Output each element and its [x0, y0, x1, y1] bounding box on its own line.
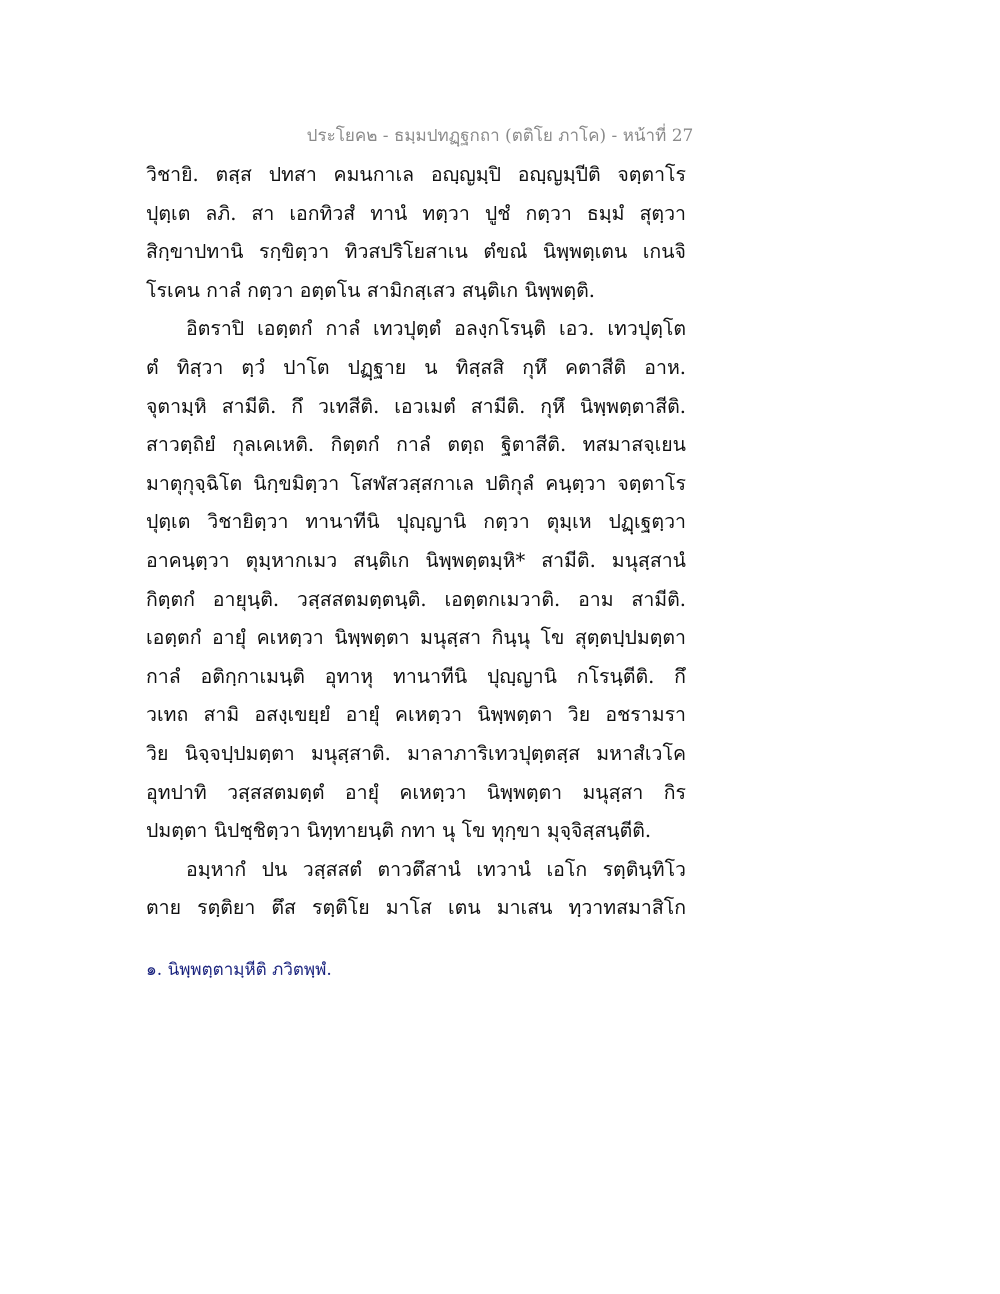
text-line: โรเคน กาลํ กตฺวา อตฺตโน สามิกสฺเสว สนฺติเก นิพฺพตฺติ. [146, 278, 595, 302]
text-line: อมฺหากํ ปน วสฺสสตํ ตาวตึสานํ เทวานํ เอโก รตฺตินฺทิโว [186, 857, 686, 881]
text-line: วิชายิ. ตสฺส ปทสา คมนกาเล อญฺญมฺปิ อญฺญมฺปีติ จตฺตาโร [146, 163, 686, 186]
text-line: กาลํ อติกฺกาเมนฺติ อุทาหุ ทานาทีนิ ปุญฺญานิ กโรนฺตีติ. กึ [146, 664, 686, 688]
text-line: ปมตฺตา นิปชฺชิตฺวา นิทฺทายนฺติ กทา นุ โข ทุกฺขา มุจฺจิสฺสนฺตีติ. [146, 819, 652, 843]
text-line: ตาย รตฺติยา ตึส รตฺติโย มาโส เตน มาเสน ทฺวาทสมาสิโก [146, 896, 686, 920]
footnote: ๑. นิพฺพตฺตามฺหีติ ภวิตพฺพํ. [146, 960, 332, 980]
text-line: มาตุกุจฺฉิโต นิกฺขมิตฺวา โสฬสวสฺสกาเล ปติกุลํ คนฺตฺวา จตฺตาโร [146, 471, 686, 495]
text-line: ปุตฺเต วิชายิตฺวา ทานาทีนิ ปุญฺญานิ กตฺวา ตุมฺเห ปฏฺเฐตฺวา [146, 510, 686, 534]
body-text [146, 156, 686, 928]
text-line: อาคนฺตฺวา ตุมฺหากเมว สนฺติเก นิพฺพตฺตมฺหิ* สามีติ. มนุสฺสานํ [146, 548, 686, 572]
text-line: วเทถ สามิ อสงฺเขยฺยํ อายุํ คเหตฺวา นิพฺพตฺตา วิย อชรามรา [146, 703, 686, 727]
text-line: อุทปาทิ วสฺสสตมตฺตํ อายุํ คเหตฺวา นิพฺพตฺตา มนุสฺสา กิร [146, 780, 686, 804]
text-line: ปุตฺเต ลภิ. สา เอกทิวสํ ทานํ ทตฺวา ปูชํ กตฺวา ธมฺมํ สุตฺวา [146, 201, 686, 225]
text-line: สิกฺขาปทานิ รกฺขิตฺวา ทิวสปริโยสาเน ตํขณํ นิพฺพตฺเตน เกนจิ [146, 240, 686, 264]
page-header: ประโยค๒ - ธมฺมปทฏฺฐกถา (ตติโย ภาโค) - หน้าที่ 27 [306, 126, 694, 146]
text-line: สาวตฺถิยํ กุลเคเหติ. กิตฺตกํ กาลํ ตตฺถ ฐิตาสีติ. ทสมาสจฺเยน [146, 433, 686, 457]
text-line: อิตราปิ เอตฺตกํ กาลํ เทวปุตฺตํ อลงฺกโรนฺติ เอว. เทวปุตฺโต [186, 317, 686, 341]
text-line: กิตฺตกํ อายุนฺติ. วสฺสสตมตฺตนฺติ. เอตฺตกเมวาติ. อาม สามีติ. [146, 587, 686, 611]
text-line: เอตฺตกํ อายุํ คเหตฺวา นิพฺพตฺตา มนุสฺสา กินฺนุ โข สุตฺตปฺปมตฺตา [146, 626, 686, 650]
text-line: วิย นิจฺจปฺปมตฺตา มนุสฺสาติ. มาลาภาริเทวปุตฺตสฺส มหาสํเวโค [146, 741, 686, 765]
text-line: ตํ ทิสฺวา ตฺวํ ปาโต ปฏฺฐาย น ทิสฺสสิ กุหึ คตาสีติ อาห. [146, 355, 686, 379]
text-line: จุตามฺหิ สามีติ. กึ วเทสีติ. เอวเมตํ สามีติ. กุหึ นิพฺพตฺตาสีติ. [146, 394, 686, 418]
